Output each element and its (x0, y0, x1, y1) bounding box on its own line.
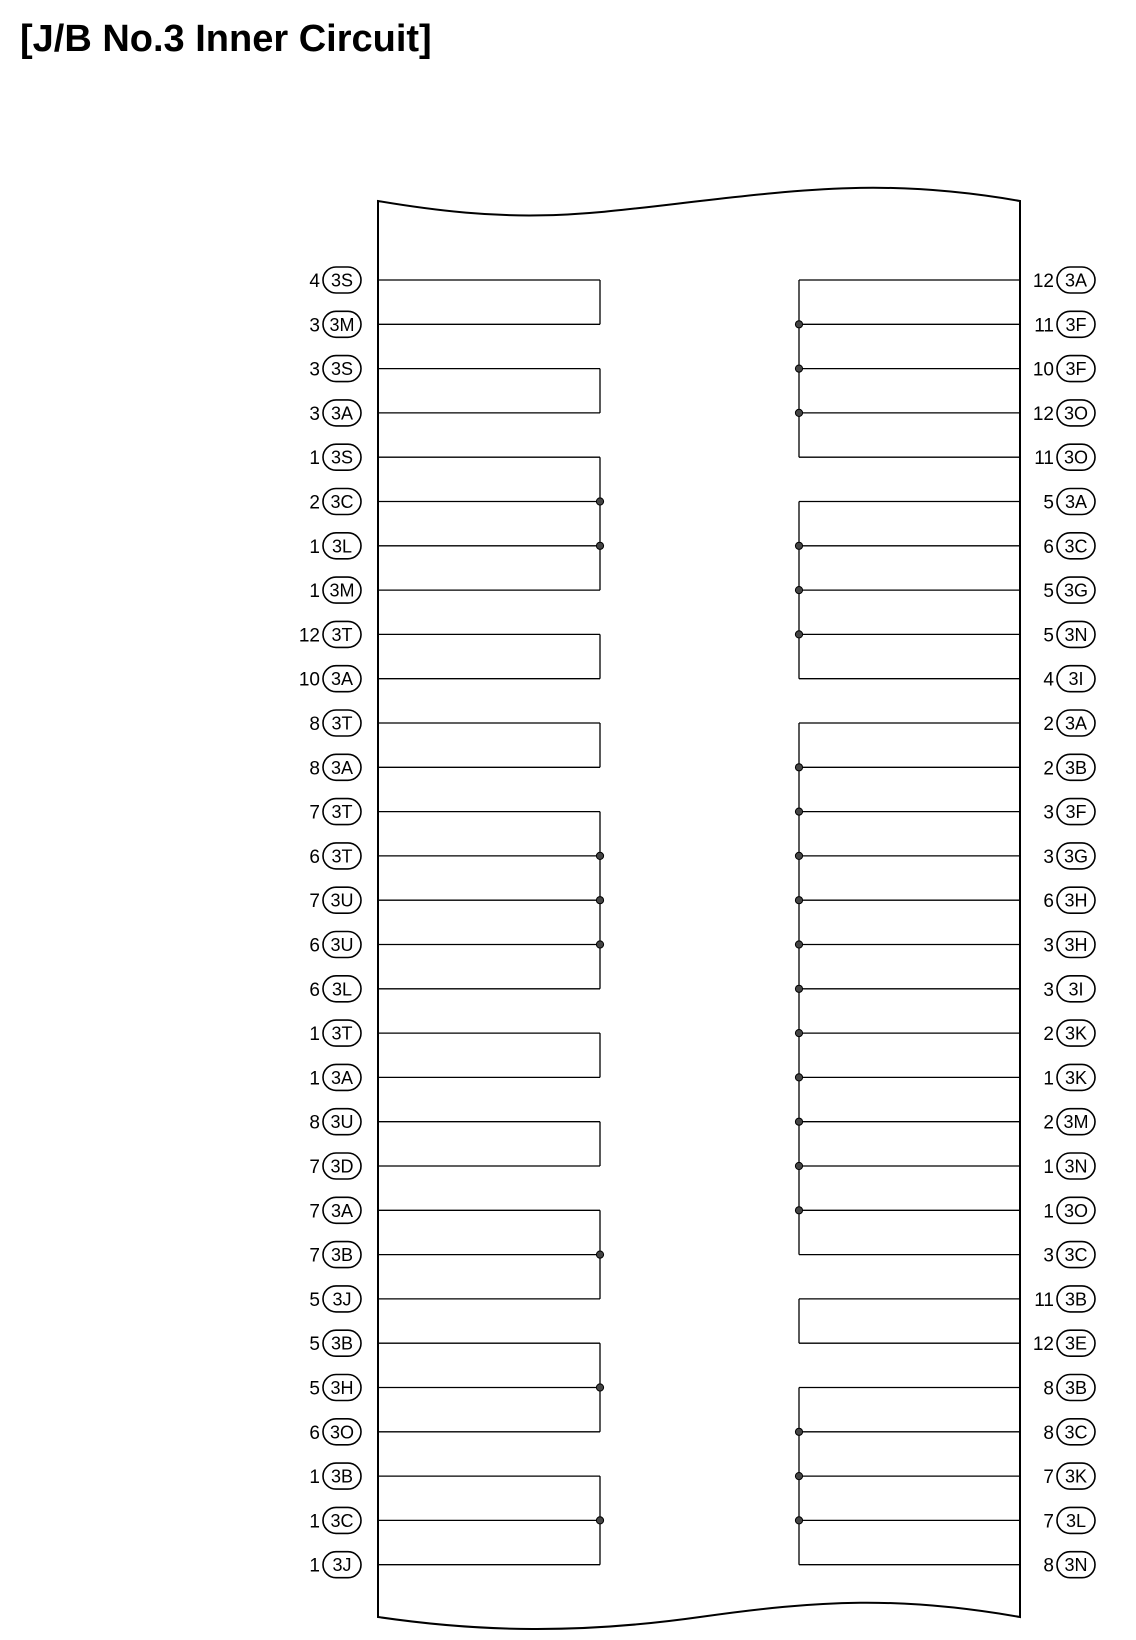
right-connector-label: 3B (1064, 757, 1088, 778)
left-connector-label: 3S (330, 359, 354, 380)
right-splice-point (795, 631, 802, 638)
right-pin-number: 3 (1043, 979, 1054, 1001)
left-connector-label: 3H (330, 1378, 354, 1398)
right-splice-point (795, 764, 802, 771)
left-connector-label: 3C (330, 492, 354, 512)
left-pin-number: 4 (309, 271, 320, 292)
right-pin-number: 3 (1043, 802, 1054, 824)
right-splice-point (795, 941, 802, 948)
left-pin-number: 1 (309, 1555, 320, 1577)
right-connector-label: 3I (1068, 979, 1084, 1000)
left-pin-number: 3 (309, 359, 320, 381)
right-pin-number: 11 (1034, 315, 1054, 337)
right-connector-label: 3G (1063, 846, 1089, 867)
left-pin-number: 7 (309, 1157, 320, 1178)
right-connector-label: 3C (1064, 1245, 1088, 1266)
left-pin-number: 8 (309, 1112, 320, 1134)
right-connector-label: 3O (1063, 447, 1089, 468)
right-connector-label: 3N (1064, 624, 1088, 645)
left-pin-number: 6 (309, 979, 320, 1001)
left-connector-label: 3M (329, 580, 355, 601)
left-splice-point (596, 542, 603, 549)
right-pin-number: 5 (1043, 581, 1054, 603)
right-connector-label: 3A (1064, 713, 1088, 734)
right-pin-number: 3 (1043, 935, 1054, 957)
right-connector-label: 3B (1064, 1378, 1088, 1398)
right-splice-point (795, 897, 802, 904)
right-connector-label: 3N (1064, 1555, 1088, 1576)
right-pin-number: 3 (1043, 846, 1054, 868)
left-connector-label: 3U (330, 935, 354, 955)
right-splice-point (795, 985, 802, 992)
left-pin-number: 5 (309, 1289, 320, 1311)
right-pin-number: 12 (1032, 271, 1054, 292)
right-splice-point (795, 321, 802, 328)
left-connector-label: 3U (330, 890, 354, 911)
left-connector-label: 3M (329, 314, 355, 335)
left-pin-number: 5 (309, 1334, 320, 1356)
left-pin-number: 3 (309, 315, 320, 337)
left-pin-number: 1 (309, 1024, 320, 1046)
left-pin-number: 1 (309, 536, 320, 558)
left-connector-label: 3L (331, 979, 353, 1000)
left-connector-label: 3L (331, 536, 353, 557)
right-connector-label: 3C (1064, 1422, 1088, 1443)
left-connector-label: 3J (332, 1289, 352, 1310)
right-connector-label: 3O (1063, 1200, 1089, 1221)
right-splice-point (795, 1428, 802, 1435)
left-connector-label: 3T (331, 1023, 353, 1044)
right-pin-number: 4 (1043, 669, 1054, 691)
right-connector-label: 3O (1063, 403, 1089, 424)
left-connector-label: 3T (331, 846, 353, 867)
right-pin-number: 1 (1043, 1068, 1054, 1090)
right-pin-number: 8 (1043, 1555, 1054, 1577)
left-pin-number: 7 (309, 1201, 320, 1223)
left-pin-number: 1 (309, 1467, 320, 1489)
right-pin-number: 2 (1043, 1112, 1054, 1134)
right-pin-number: 5 (1043, 492, 1054, 514)
right-splice-point (795, 1074, 802, 1081)
left-connector-label: 3T (331, 624, 353, 645)
left-splice-point (596, 941, 603, 948)
junction-block-outline (378, 188, 1020, 1629)
left-splice-point (596, 498, 603, 505)
right-connector-label: 3L (1065, 1510, 1087, 1531)
right-pin-number: 11 (1034, 1289, 1054, 1311)
left-pin-number: 1 (309, 1511, 320, 1533)
right-pin-number: 7 (1043, 1511, 1054, 1533)
left-connector-label: 3O (329, 1422, 355, 1443)
right-pin-number: 11 (1034, 448, 1054, 470)
right-splice-point (795, 1517, 802, 1524)
right-connector-label: 3G (1063, 580, 1089, 601)
right-pin-number: 1 (1043, 1201, 1054, 1223)
left-pin-number: 1 (309, 1068, 320, 1090)
right-connector-label: 3F (1065, 802, 1087, 823)
right-connector-label: 3N (1064, 1156, 1088, 1177)
right-pin-number: 8 (1043, 1422, 1054, 1444)
right-pin-number: 2 (1043, 758, 1054, 780)
right-splice-point (795, 808, 802, 815)
right-pin-number: 7 (1043, 1467, 1054, 1489)
right-pin-number: 5 (1043, 625, 1054, 647)
right-pin-number: 12 (1032, 403, 1054, 425)
right-splice-point (795, 1473, 802, 1480)
right-connector-label: 3K (1064, 1466, 1088, 1487)
left-connector-label: 3J (332, 1555, 352, 1576)
right-connector-label: 3K (1064, 1023, 1088, 1044)
left-connector-label: 3A (330, 1200, 354, 1221)
right-connector-label: 3F (1065, 359, 1087, 380)
left-splice-point (596, 852, 603, 859)
left-splice-point (596, 1384, 603, 1391)
left-pin-number: 7 (309, 1245, 320, 1267)
left-pin-number: 8 (309, 758, 320, 780)
right-pin-number: 6 (1043, 536, 1054, 558)
right-pin-number: 1 (1043, 1157, 1054, 1178)
left-connector-label: 3D (330, 1156, 354, 1177)
left-connector-label: 3A (330, 403, 354, 424)
left-connector-label: 3T (331, 713, 353, 734)
right-pin-number: 12 (1032, 1334, 1054, 1356)
left-pin-number: 7 (309, 891, 320, 913)
left-connector-label: 3U (330, 1112, 354, 1133)
left-pin-number: 6 (309, 1422, 320, 1444)
right-connector-label: 3I (1068, 669, 1084, 690)
left-pin-number: 2 (309, 492, 320, 514)
left-pin-number: 10 (298, 669, 320, 691)
right-pin-number: 10 (1032, 359, 1054, 381)
right-splice-point (795, 1207, 802, 1214)
right-connector-label: 3M (1063, 1112, 1089, 1133)
right-connector-label: 3B (1064, 1289, 1088, 1310)
right-splice-point (795, 587, 802, 594)
right-connector-label: 3A (1064, 270, 1088, 291)
left-splice-point (596, 897, 603, 904)
right-connector-label: 3F (1065, 314, 1087, 335)
left-connector-label: 3A (330, 1067, 354, 1088)
right-pin-number: 2 (1043, 714, 1054, 735)
right-connector-label: 3C (1064, 536, 1088, 557)
left-connector-label: 3A (330, 669, 354, 690)
right-pin-number: 3 (1043, 1245, 1054, 1267)
left-connector-label: 3A (330, 757, 354, 778)
left-pin-number: 7 (309, 802, 320, 824)
right-splice-point (795, 542, 802, 549)
left-connector-label: 3C (330, 1510, 354, 1531)
left-pin-number: 3 (309, 403, 320, 425)
left-pin-number: 6 (309, 935, 320, 957)
left-pin-number: 12 (298, 625, 320, 647)
left-connector-label: 3T (331, 802, 353, 823)
right-pin-number: 6 (1043, 891, 1054, 913)
right-splice-point (795, 1162, 802, 1169)
right-splice-point (795, 1030, 802, 1037)
right-pin-number: 8 (1043, 1378, 1054, 1400)
right-connector-label: 3H (1064, 935, 1088, 955)
right-splice-point (795, 409, 802, 416)
right-pin-number: 2 (1043, 1024, 1054, 1046)
left-connector-label: 3B (330, 1466, 354, 1487)
left-pin-number: 8 (309, 714, 320, 735)
left-splice-point (596, 1517, 603, 1524)
left-splice-point (596, 1251, 603, 1258)
right-connector-label: 3K (1064, 1067, 1088, 1088)
right-connector-label: 3H (1064, 890, 1088, 911)
left-pin-number: 5 (309, 1378, 320, 1400)
left-pin-number: 1 (309, 448, 320, 470)
block-outline (378, 188, 1020, 1629)
right-splice-point (795, 1118, 802, 1125)
left-pin-number: 1 (309, 581, 320, 603)
left-connector-label: 3B (330, 1245, 354, 1266)
right-connector-label: 3A (1064, 492, 1088, 512)
right-splice-point (795, 365, 802, 372)
left-connector-label: 3S (330, 447, 354, 468)
terminal-labels (299, 267, 1095, 1578)
left-pin-number: 6 (309, 846, 320, 868)
left-connector-label: 3B (330, 1333, 354, 1354)
right-connector-label: 3E (1064, 1333, 1088, 1354)
left-connector-label: 3S (330, 270, 354, 291)
circuit-wires (378, 280, 1020, 1565)
right-splice-point (795, 852, 802, 859)
page-title: [J/B No.3 Inner Circuit] (20, 18, 432, 60)
